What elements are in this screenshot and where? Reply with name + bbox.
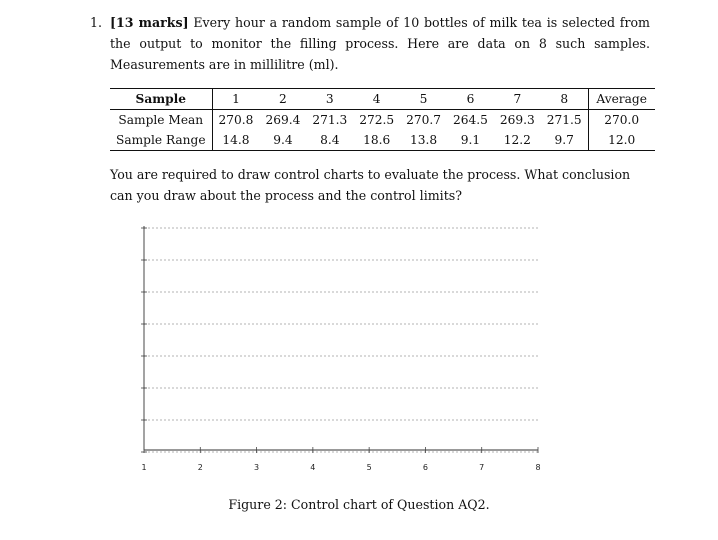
table-cell: 270.8 xyxy=(218,113,254,127)
instruction-text: You are required to draw control charts to evaluate the process. What conclusion can you draw about the process and the control limits? xyxy=(110,167,631,203)
header-average: Average xyxy=(588,89,655,110)
table-cell: 18.6 xyxy=(363,133,391,147)
x-tick-label: 6 xyxy=(422,463,428,472)
header-sample: Sample xyxy=(110,89,212,110)
question-text xyxy=(110,12,650,75)
control-chart xyxy=(130,218,550,480)
table-header-row xyxy=(110,89,655,110)
question xyxy=(90,12,650,75)
x-tick-label: 1 xyxy=(141,463,147,472)
x-tick-label: 3 xyxy=(254,463,260,472)
x-tick-label: 8 xyxy=(535,463,541,472)
question-body: Every hour a random sample of 10 bottles of milk tea is selected from the output to monitor the filling process. Here are data on 8 such samples. Measurements are in millilitre (ml). xyxy=(110,15,651,72)
header-cell: 7 xyxy=(494,89,541,110)
x-tick-label: 5 xyxy=(366,463,372,472)
row-label: Sample Range xyxy=(110,130,212,151)
table-cell: 271.5 xyxy=(546,113,582,127)
table-cell: 264.5 xyxy=(453,113,488,127)
header-cell: 1 xyxy=(212,89,259,110)
table-cell: 8.4 xyxy=(320,133,340,147)
table-cell: 12.2 xyxy=(503,133,531,147)
table-cell: 271.3 xyxy=(312,113,348,127)
header-cell: 2 xyxy=(259,89,306,110)
header-cell: 8 xyxy=(541,89,588,110)
header-cell: 3 xyxy=(306,89,353,110)
row-label: Sample Mean xyxy=(110,110,212,131)
table-cell: 270.7 xyxy=(406,113,441,127)
data-table xyxy=(110,88,655,151)
average-cell: 270.0 xyxy=(588,110,655,131)
table-cell: 269.3 xyxy=(499,113,535,127)
x-tick-label: 7 xyxy=(479,463,485,472)
table-cell: 13.8 xyxy=(409,133,438,147)
table-cell: 9.4 xyxy=(273,133,293,147)
header-cell: 6 xyxy=(447,89,494,110)
x-tick-label: 4 xyxy=(310,463,316,472)
x-tick-label: 2 xyxy=(197,463,203,472)
table-cell: 14.8 xyxy=(222,133,250,147)
table-row xyxy=(110,130,655,151)
question-number: 1. xyxy=(90,15,103,30)
header-cell: 4 xyxy=(353,89,400,110)
average-cell: 12.0 xyxy=(588,130,655,151)
figure-caption: Figure 2: Control chart of Question AQ2. xyxy=(228,497,490,512)
table-cell: 272.5 xyxy=(359,113,395,127)
question-marks: [13 marks] xyxy=(110,15,189,30)
table-row xyxy=(110,110,655,131)
header-cell: 5 xyxy=(400,89,447,110)
table-cell: 269.4 xyxy=(265,113,301,127)
table-cell: 9.7 xyxy=(554,133,574,147)
table-cell: 9.1 xyxy=(460,133,481,147)
